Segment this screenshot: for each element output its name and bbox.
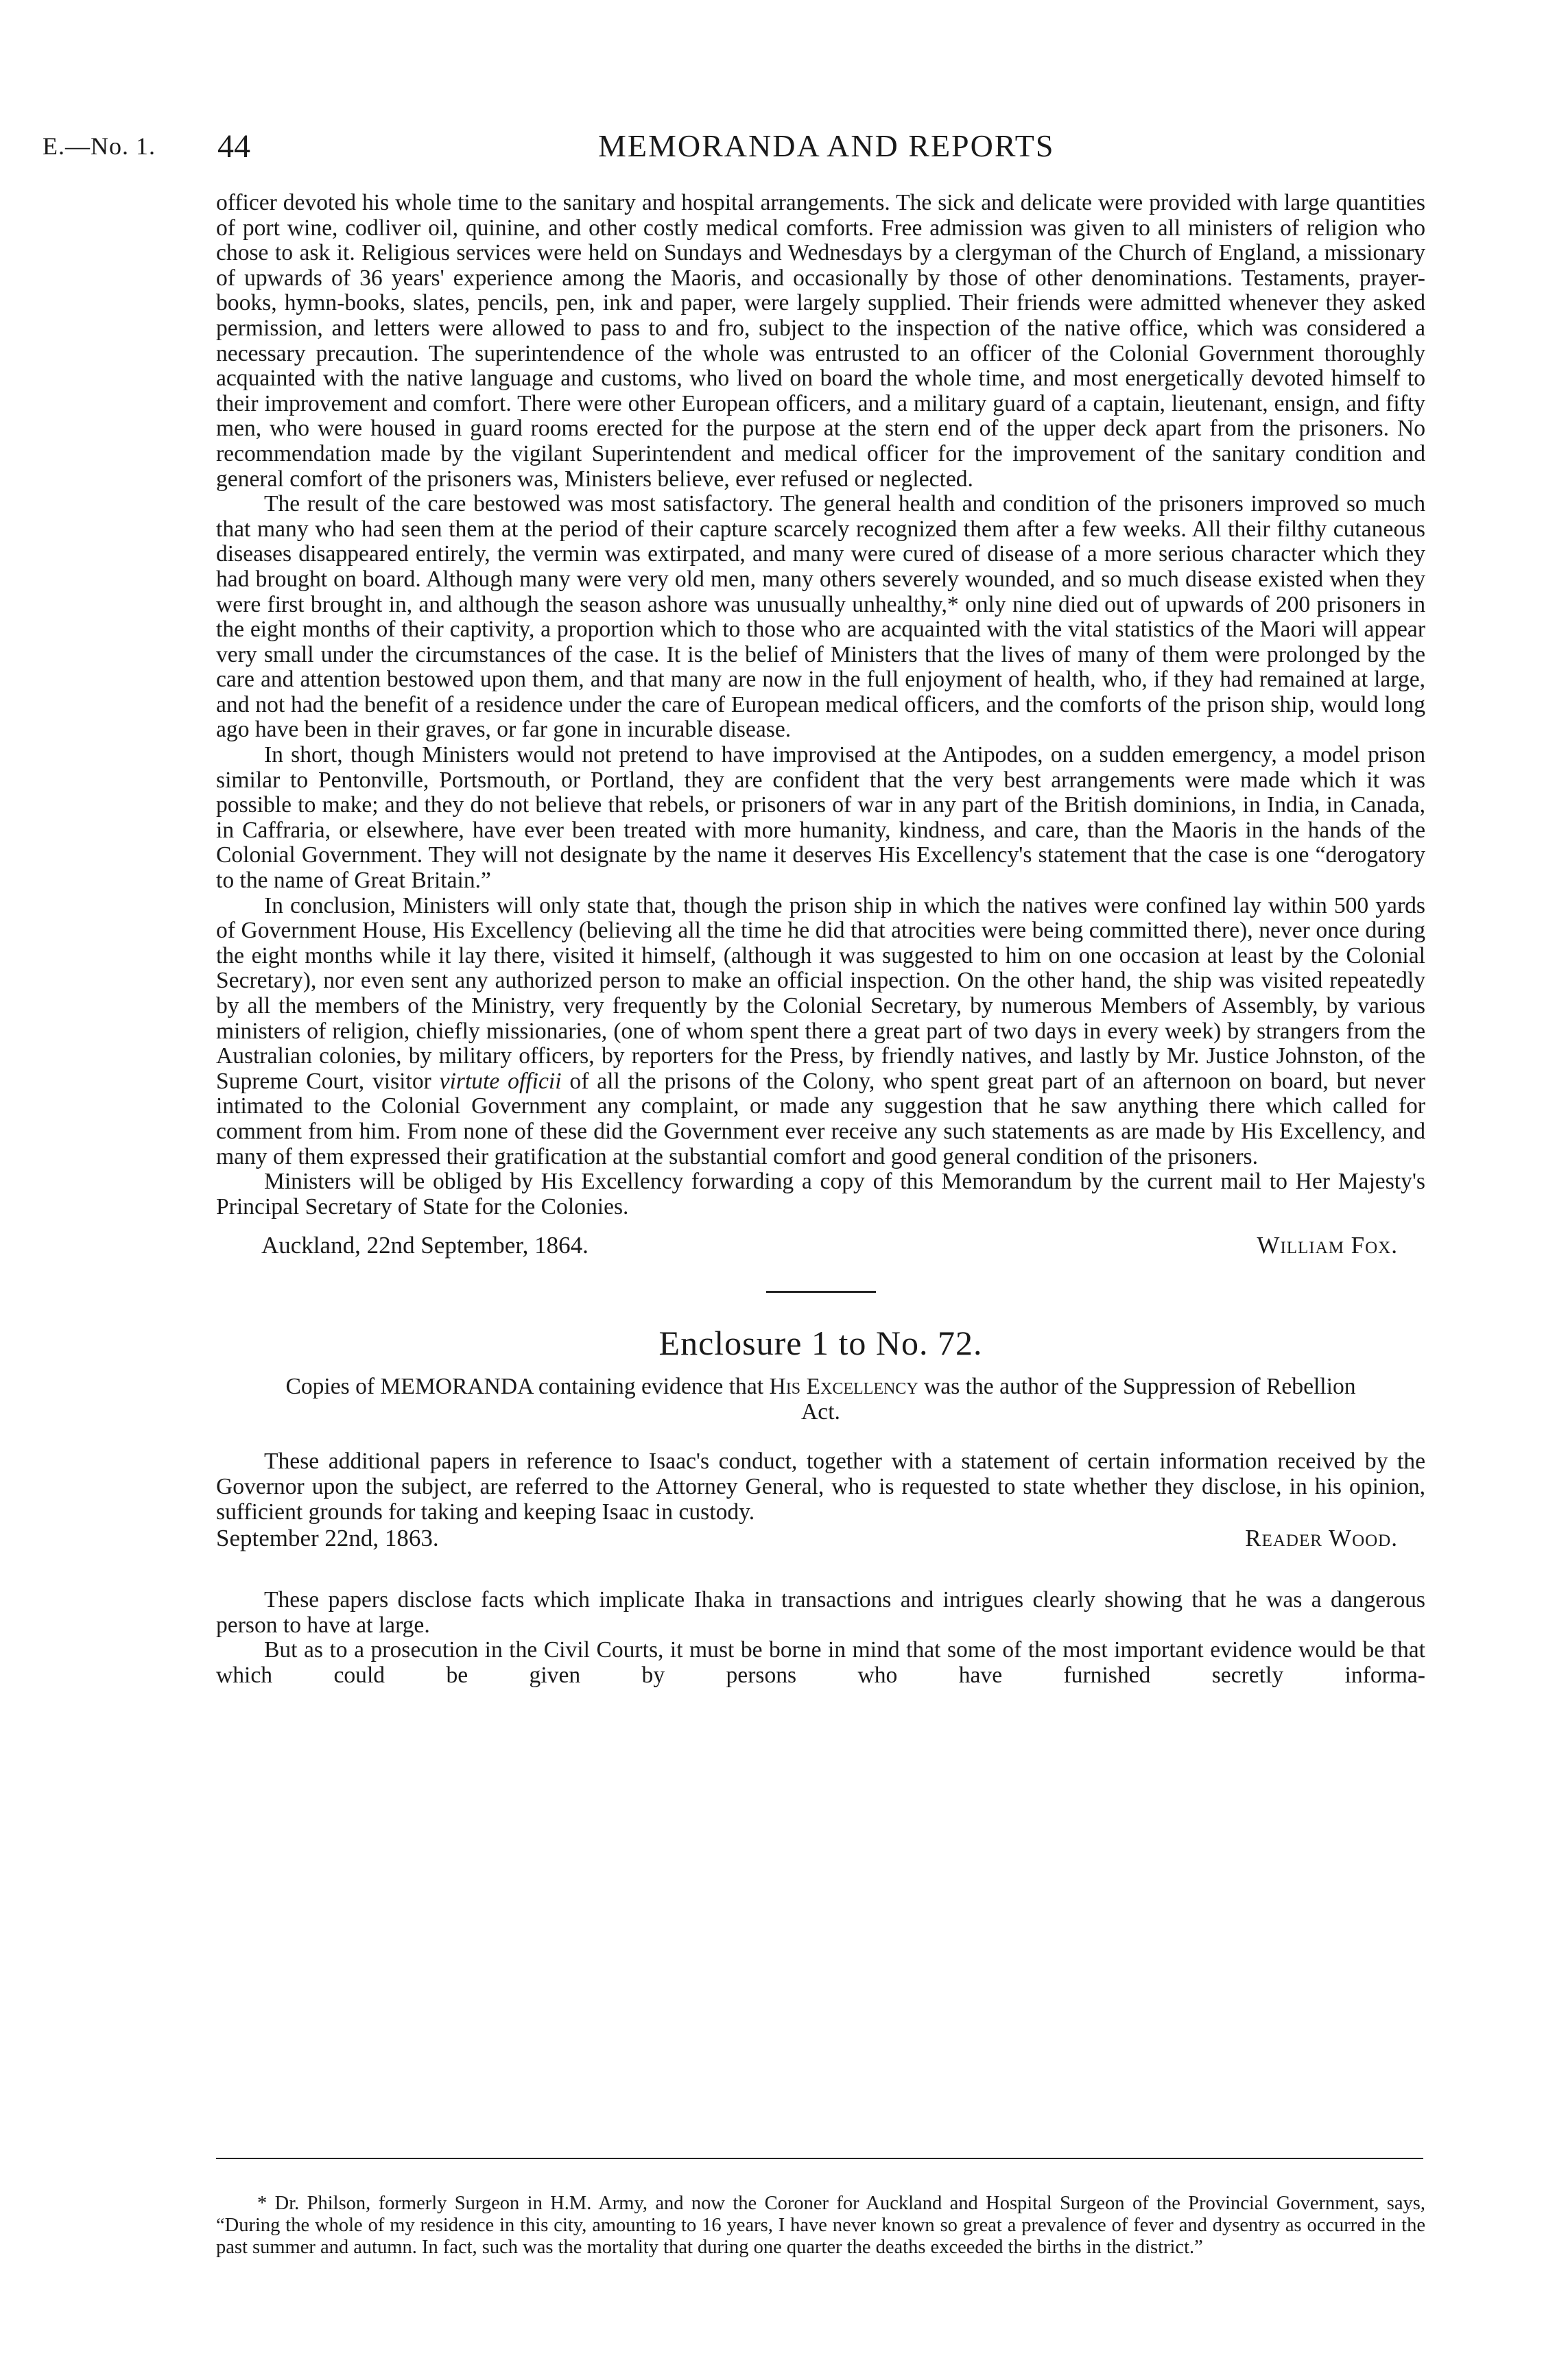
latin-phrase: virtute officii	[439, 1068, 562, 1094]
enclosure-title: Enclosure 1 to No. 72.	[658, 1324, 983, 1363]
enclosure-signatory: Reader Wood.	[1245, 1525, 1398, 1552]
enclosure-date: September 22nd, 1863.	[216, 1525, 439, 1552]
memo-paragraph-4	[216, 894, 1425, 1170]
enclosure-subtitle-part-a: Copies of MEMORANDA containing evidence that	[285, 1374, 764, 1400]
enclosure-paragraph-2: These papers disclose facts which implicate Ihaka in transactions and intrigues clearly showing that he was a dangerous person to have at large.	[216, 1587, 1425, 1638]
enclosure-subtitle-his-excellency: His Excellency	[769, 1374, 918, 1400]
paper-reference: E.—No. 1.	[43, 132, 156, 160]
page-title: MEMORANDA AND REPORTS	[598, 128, 1055, 163]
memo-paragraph-5: Ministers will be obliged by His Excellency forwarding a copy of this Memorandum by the current mail to Her Majesty's Principal Secretary of State for the Colonies.	[216, 1169, 1425, 1219]
enclosure-subtitle	[216, 1374, 1425, 1425]
section-divider	[766, 1291, 876, 1293]
memo-paragraph-4-part-a: In conclusion, Ministers will only state that, though the prison ship in which the natives were confined lay within 500 yards of Government House, His Excellency (believing all the time he did that atrocities were being committed there), never once during the eight months while it lay there, visited it himself, (although it was suggested to him on one occasion at least by the Colonial Secretary), nor even sent any authorized person to make an official inspection. On the other hand, the ship was visited repeatedly by all the members of the Ministry, very frequently by the Colonial Secretary, by numerous Members of Assembly, by various ministers of religion, chiefly missionaries, (one of whom spent there a great part of two days in every week) by strangers from the Australian colonies, by military officers, by reporters for the Press, by friendly natives, and lastly by Mr. Justice Johnston, of the Supreme Court, visitor	[216, 892, 1425, 1094]
spacer	[216, 1425, 1425, 1449]
memo-paragraph-2: The result of the care bestowed was most satisfactory. The general health and condition of the prisoners improved so much that many who had seen them at the period of their capture scarcely recognized them after a few weeks. All their filthy cutaneous diseases disappeared entirely, the vermin was extirpated, and many were cured of disease of a more serious character which they had brought on board. Although many were very old men, many others severely wounded, and so much disease existed when they were first brought in, and although the season ashore was unusually unhealthy,* only nine died out of upwards of 200 prisoners in the eight months of their captivity, a proportion which to those who are acquainted with the vital statistics of the Maori will appear very small under the circumstances of the case. It is the belief of Ministers that the lives of many of them were prolonged by the care and attention bestowed upon them, and that many are now in the full enjoyment of health, who, if they had remained at large, and not had the benefit of a residence under the care of European medical officers, and the comforts of the prison ship, would long ago have been in their graves, or far gone in incurable disease.	[216, 491, 1425, 743]
main-text-column	[216, 191, 1425, 1689]
memo-paragraph-4-part-b: of all the prisons of the Colony, who spent great part of an afternoon on board, but never intimated to the Colonial Government any complaint, or made any suggestion that he saw anything there which called for comment from him. From none of these did the Government ever receive any such statements as are made by His Excellency, and many of them expressed their gratification at the substantial comfort and good general condition of the prisoners.	[216, 1068, 1425, 1169]
memo-paragraph-1: officer devoted his whole time to the sanitary and hospital arrangements. The sick and delicate were provided with large quantities of port wine, codliver oil, quinine, and other costly medical comforts. Free admission was given to all ministers of religion who chose to ask it. Religious services were held on Sundays and Wednesdays by a clergyman of the Church of England, a missionary of upwards of 36 years' experience among the Maoris, and occasionally by those of other denominations. Testaments, prayer-books, hymn-books, slates, pencils, pen, ink and paper, were largely supplied. Their friends were admitted whenever they asked permission, and letters were allowed to pass to and fro, subject to the inspection of the native office, which was considered a necessary precaution. The superintendence of the whole was entrusted to an officer of the Colonial Government thoroughly acquainted with the native language and customs, who lived on board the whole time, and most energetically devoted himself to their improvement and comfort. There were other European officers, and a military guard of a captain, lieutenant, ensign, and fifty men, who were housed in guard rooms erected for the purpose at the stern end of the upper deck apart from the prisoners. No recommendation made by the vigilant Superintendent and medical officer for the improvement of the sanitary condition and general comfort of the prisoners was, Ministers believe, ever refused or neglected.	[216, 190, 1425, 492]
spacer	[216, 1560, 1425, 1588]
memo-signatory: William Fox.	[1257, 1232, 1398, 1259]
footnote-rule	[216, 2158, 1423, 2159]
memo-place-date: Auckland, 22nd September, 1864.	[261, 1232, 589, 1259]
memo-paragraph-3: In short, though Ministers would not pretend to have improvised at the Antipodes, on a sudden emergency, a model prison similar to Pentonville, Portsmouth, or Portland, they are confident that the very best arrangements were made which it was possible to make; and they do not believe that rebels, or prisoners of war in any part of the British dominions, in India, in Canada, in Caffraria, or elsewhere, have ever been treated with more humanity, kindness, and care, than the Maoris in the hands of the Colonial Government. They will not designate by the name it deserves His Excellency's statement that the case is one “derogatory to the name of Great Britain.”	[216, 742, 1425, 894]
enclosure-paragraph-1: These additional papers in reference to Isaac's conduct, together with a statement of certain information received by the Governor upon the subject, are referred to the Attorney General, who is requested to state whether they disclose, in his opinion, sufficient grounds for taking and keeping Isaac in custody.	[216, 1449, 1425, 1525]
enclosure-subtitle-part-b: was the author of the Suppression of Rebellion Act.	[801, 1374, 1356, 1425]
page-number: 44	[217, 128, 250, 165]
running-header	[43, 128, 1414, 169]
memo-signature-line	[216, 1232, 1425, 1268]
enclosure-signature-line	[216, 1525, 1425, 1560]
enclosure-paragraph-3: But as to a prosecution in the Civil Courts, it must be borne in mind that some of the most important evidence would be that which could be given by persons who have furnished secretly informa-	[216, 1637, 1425, 1688]
footnote: * Dr. Philson, formerly Surgeon in H.M. Army, and now the Coroner for Auckland and Hospital Surgeon of the Provincial Government, says, “During the whole of my residence in this city, amounting to 16 years, I have never known so great a prevalence of fever and dysentry as occurred in the past summer and autumn. In fact, such was the mortality that during one quarter the deaths exceeded the births in the district.”	[216, 2192, 1425, 2258]
